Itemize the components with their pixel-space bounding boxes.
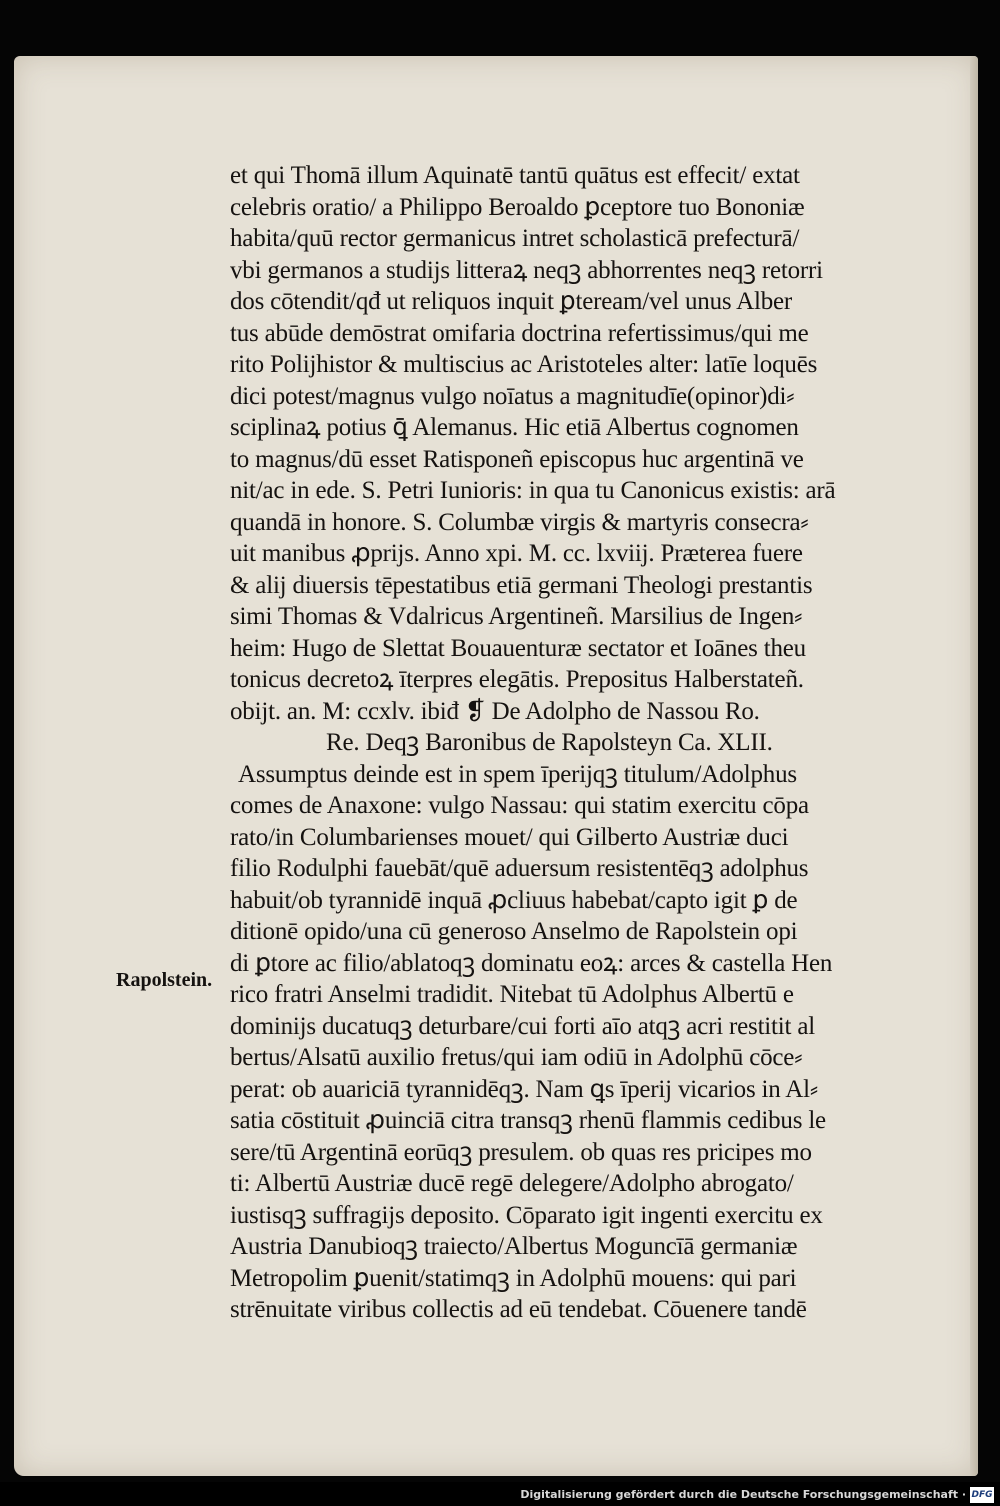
text-line: nit/ac in ede. S. Petri Iunioris: in qua tu Canonicus existis: arā [230,477,836,504]
footer-bar [0,1482,1000,1506]
text-line: quandā in honore. S. Columbæ virgis & martyris consecra⸗ [230,508,809,536]
text-line: rito Polijhistor & multiscius ac Aristoteles alter: latīe loquēs [230,351,818,378]
text-line: rato/in Columbarienses mouet/ qui Gilberto Austriæ duci [230,823,789,851]
text-line: sere/tū Argentinā eorūqꝫ presulem. ob quas res pricipes mo [230,1138,812,1166]
text-line: di ꝑtore ac filio/ablatoqꝫ dominatu eoꝝ: arces & castella Hen [230,949,833,977]
text-line: tus abūde demōstrat omifaria doctrina refertissimus/qui me [230,319,809,347]
text-block [230,160,940,1326]
text-line: habita/quū rector germanicus intret scholasticā prefecturā/ [230,225,800,252]
text-line: et qui Thomā illum Aquinatē tantū quātus est effecit/ extat [230,162,800,189]
text-line: strēnuitate viribus collectis ad eū tendebat. Cōuenere tandē [230,1296,807,1323]
text-line: habuit/ob tyrannidē inquā ꝓcliuus habebat/capto igit ꝑ de [230,886,798,914]
text-line: bertus/Alsatū auxilio fretus/qui iam odiū in Adolphū cōce⸗ [230,1044,803,1071]
text-line: celebris oratio/ a Philippo Beroaldo ꝑceptore tuo Bononiæ [230,193,805,221]
text-line: to magnus/dū esset Ratisponeñ episcopus huc argentinā ve [230,445,804,473]
book-page [14,56,978,1476]
text-line: tonicus decretoꝝ īterpres elegātis. Prepositus Halberstateñ. [230,666,804,693]
text-line: sciplinaꝝ potius ꝗ̄ Alemanus. Hic etiā Albertus cognomen [230,414,799,441]
text-line: perat: ob auariciā tyrannidēqꝫ. Nam ꝗs īperij vicarios in Al⸗ [230,1075,818,1103]
text-line: iustisqꝫ suffragijs deposito. Cōparato igit ingenti exercitu ex [230,1201,823,1229]
text-line: heim: Hugo de Slettat Bouauenturæ sectator et Ioānes theu [230,634,806,662]
text-line: vbi germanos a studijs litteraꝝ neqꝫ abhorrentes neqꝫ retorri [230,256,823,284]
text-line: ti: Albertū Austriæ ducē regē delegere/Adolpho abrogato/ [230,1170,794,1197]
text-line: dos cōtendit/qđ ut reliquos inquit ꝑteream/vel unus Alber [230,288,793,315]
text-line: Assumptus deinde est in spem īperijqꝫ titulum/Adolphus [238,760,797,788]
text-line: simi Thomas & Vdalricus Argentineñ. Marsilius de Ingen⸗ [230,603,803,630]
funding-credit: Digitalisierung gefördert durch die Deutsche Forschungsgemeinschaft · [520,1488,966,1501]
page-edge [970,56,978,1476]
text-line: obijt. an. M: ccxlv. ibiđ ❡ De Adolpho de Nassou Ro. [230,697,760,725]
text-line: comes de Anaxone: vulgo Nassau: qui statim exercitu cōpa [230,792,809,819]
text-line: satia cōstituit ꝓuinciā citra transqꝫ rhenū flammis cedibus le [230,1107,826,1134]
text-line: dici potest/magnus vulgo noīatus a magnitudīe(opinor)di⸗ [230,382,795,410]
chapter-heading: Re. Deqꝫ Baronibus de Rapolsteyn Ca. XLII. [326,729,773,756]
text-line: ditionē opido/una cū generoso Anselmo de Rapolstein opi [230,918,798,945]
text-line: Metropolim ꝑuenit/statimqꝫ in Adolphū mouens: qui pari [230,1264,797,1292]
dfg-logo-icon: DFG [970,1487,994,1503]
text-line: dominijs ducatuqꝫ deturbare/cui forti aīo atqꝫ acri restitit al [230,1012,815,1040]
text-line: filio Rodulphi fauebāt/quē aduersum resistentēqꝫ adolphus [230,855,809,882]
text-line: rico fratri Anselmi tradidit. Nitebat tū Adolphus Albertū e [230,981,794,1008]
text-line: uit manibus ꝓprijs. Anno xpi. M. cc. lxviij. Præterea fuere [230,540,803,567]
text-line: & alij diuersis tēpestatibus etiā germani Theologi prestantis [230,571,813,599]
marginal-note: Rapolstein. [116,969,213,991]
text-line: Austria Danubioqꝫ traiecto/Albertus Moguncīā germaniæ [230,1233,798,1260]
